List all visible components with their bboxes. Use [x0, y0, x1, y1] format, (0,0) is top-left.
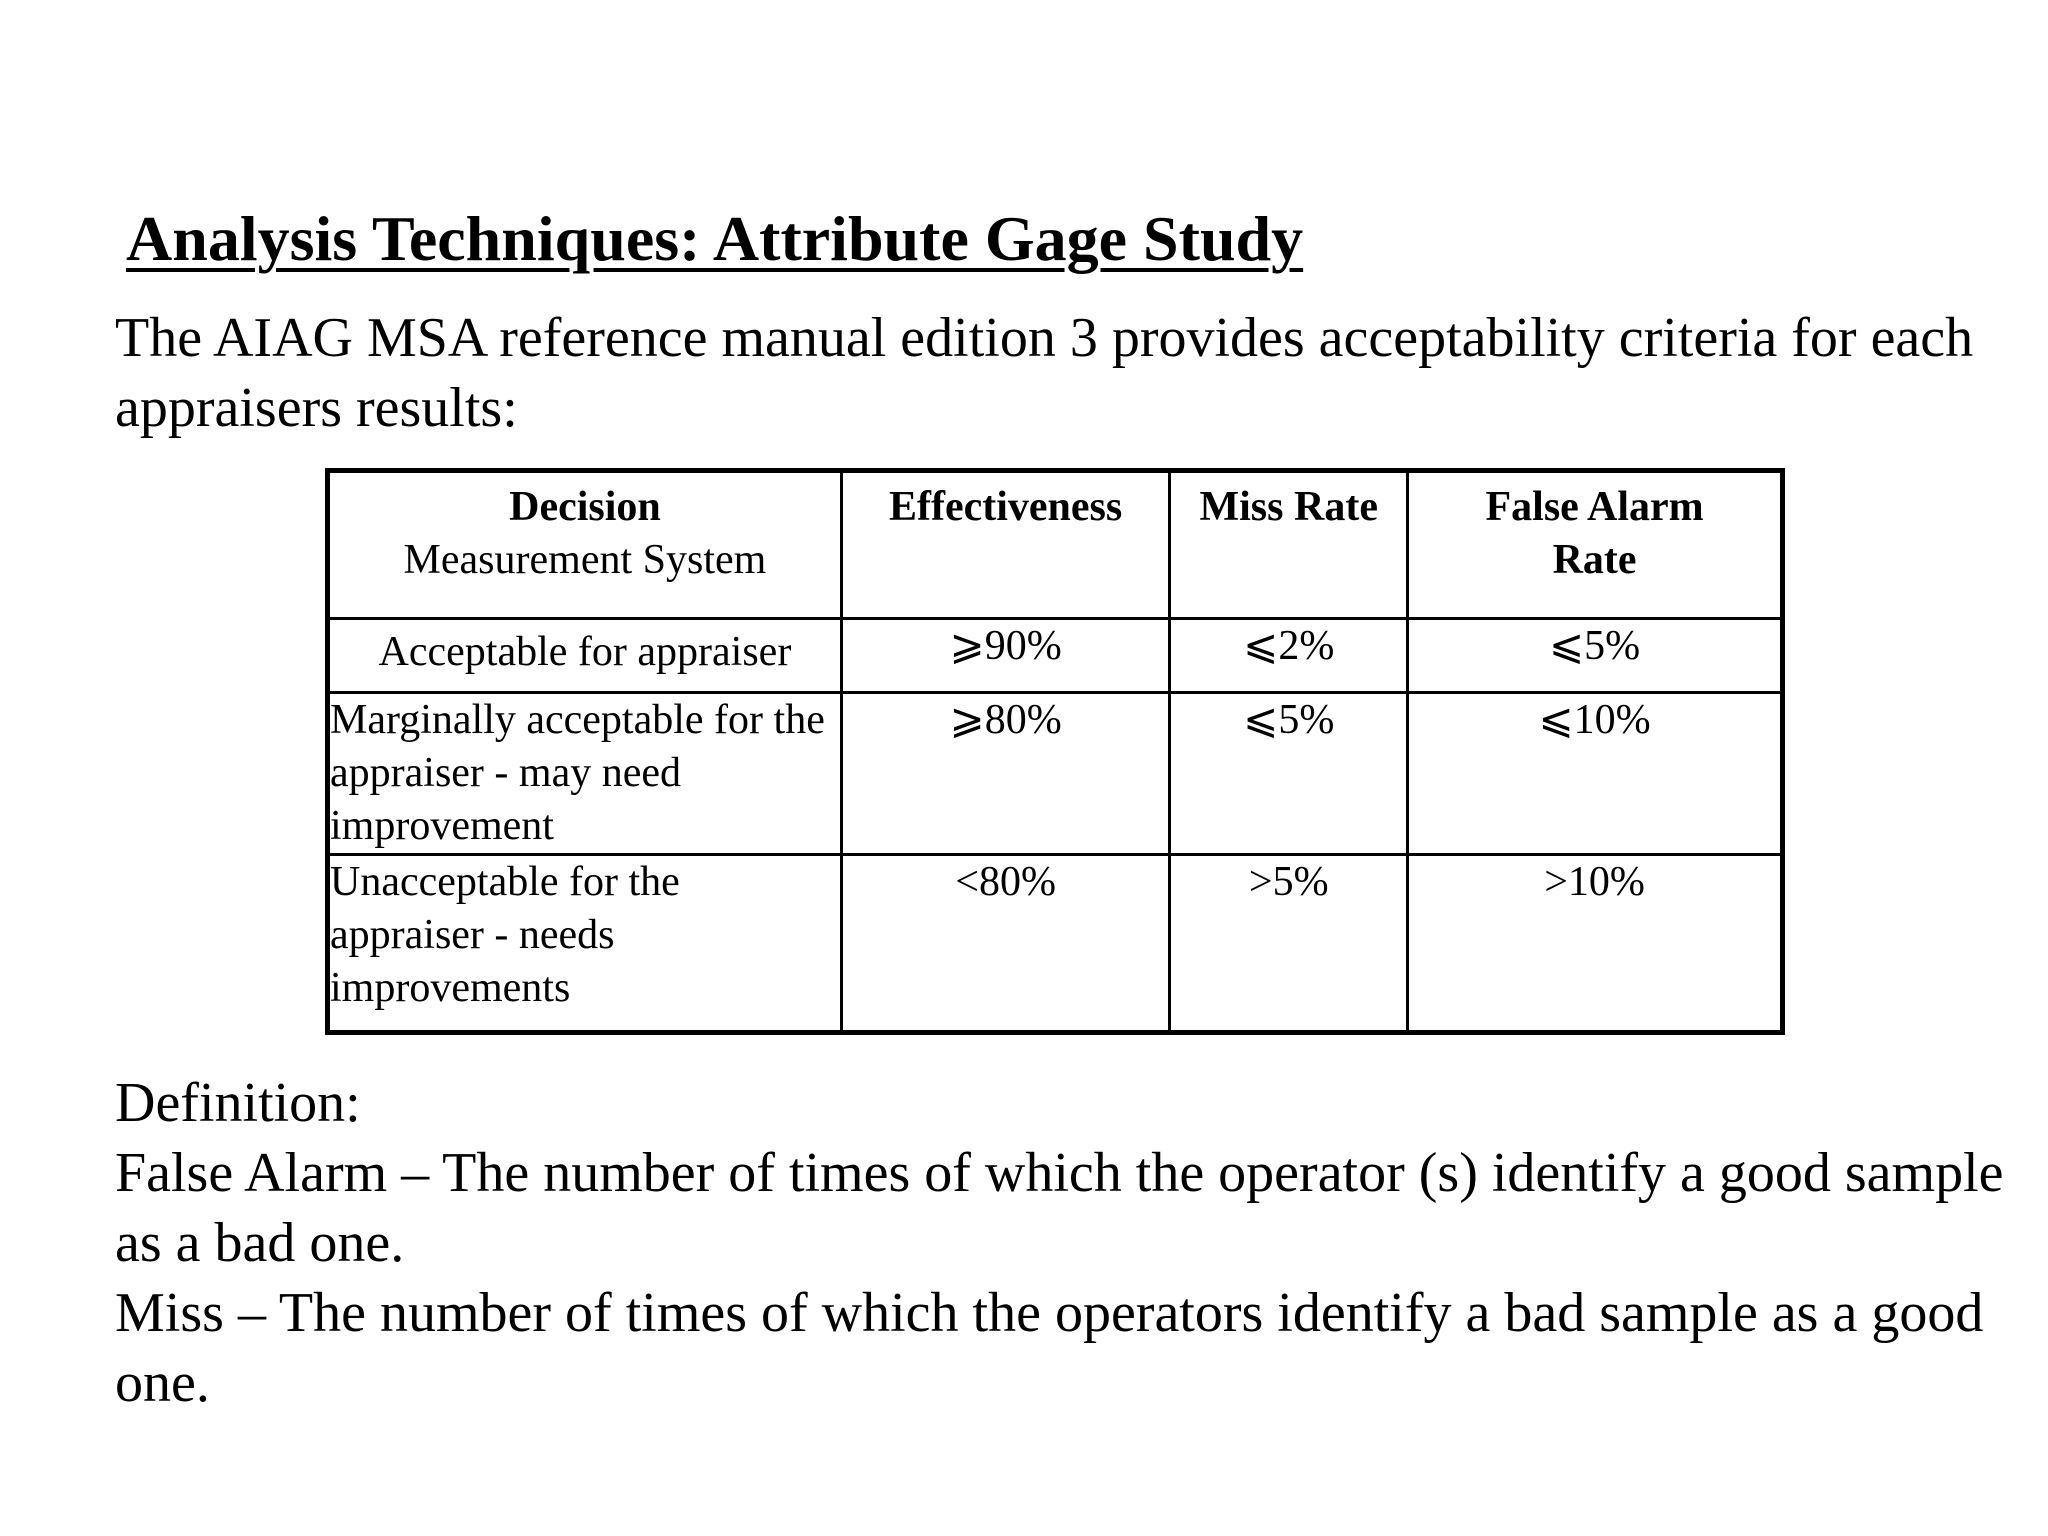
header-false-alarm-rate: [1408, 471, 1783, 619]
header-decision: [328, 471, 842, 619]
acceptability-criteria-table: [325, 468, 1785, 1035]
header-decision-label: Decision: [509, 484, 661, 530]
definitions-section: [115, 1068, 2015, 1418]
decision-cell: Acceptable for appraiser: [328, 619, 842, 693]
header-miss-rate: Miss Rate: [1170, 471, 1408, 619]
effectiveness-cell: <80%: [841, 855, 1169, 1033]
miss-rate-cell: ⩽2%: [1170, 619, 1408, 693]
false-alarm-definition: False Alarm – The number of times of which the operator (s) identify a good sample as a bad one.: [115, 1142, 2004, 1274]
miss-rate-cell: ⩽5%: [1170, 693, 1408, 855]
table-header-row: [328, 471, 1783, 619]
table-row: [328, 619, 1783, 693]
header-false-alarm-line2: Rate: [1552, 537, 1637, 583]
miss-rate-cell: >5%: [1170, 855, 1408, 1033]
table-row: [328, 855, 1783, 1033]
false-alarm-rate-cell: >10%: [1408, 855, 1783, 1033]
table-row: [328, 693, 1783, 855]
header-effectiveness: Effectiveness: [841, 471, 1169, 619]
false-alarm-rate-cell: ⩽10%: [1408, 693, 1783, 855]
header-false-alarm-line1: False Alarm: [1485, 484, 1704, 530]
false-alarm-rate-cell: ⩽5%: [1408, 619, 1783, 693]
effectiveness-cell: ⩾80%: [841, 693, 1169, 855]
miss-definition: Miss – The number of times of which the operators identify a bad sample as a good one.: [115, 1282, 1984, 1414]
definition-heading: Definition:: [115, 1072, 361, 1134]
effectiveness-cell: ⩾90%: [841, 619, 1169, 693]
decision-cell: Unacceptable for the appraiser - needs improvements: [328, 855, 842, 1033]
decision-cell: Marginally acceptable for the appraiser - may need improvement: [328, 693, 842, 855]
header-decision-sublabel: Measurement System: [403, 537, 767, 583]
intro-paragraph: The AIAG MSA reference manual edition 3 provides acceptability criteria for each appraisers results:: [115, 307, 1974, 439]
page-title: Analysis Techniques: Attribute Gage Study: [126, 203, 1304, 274]
